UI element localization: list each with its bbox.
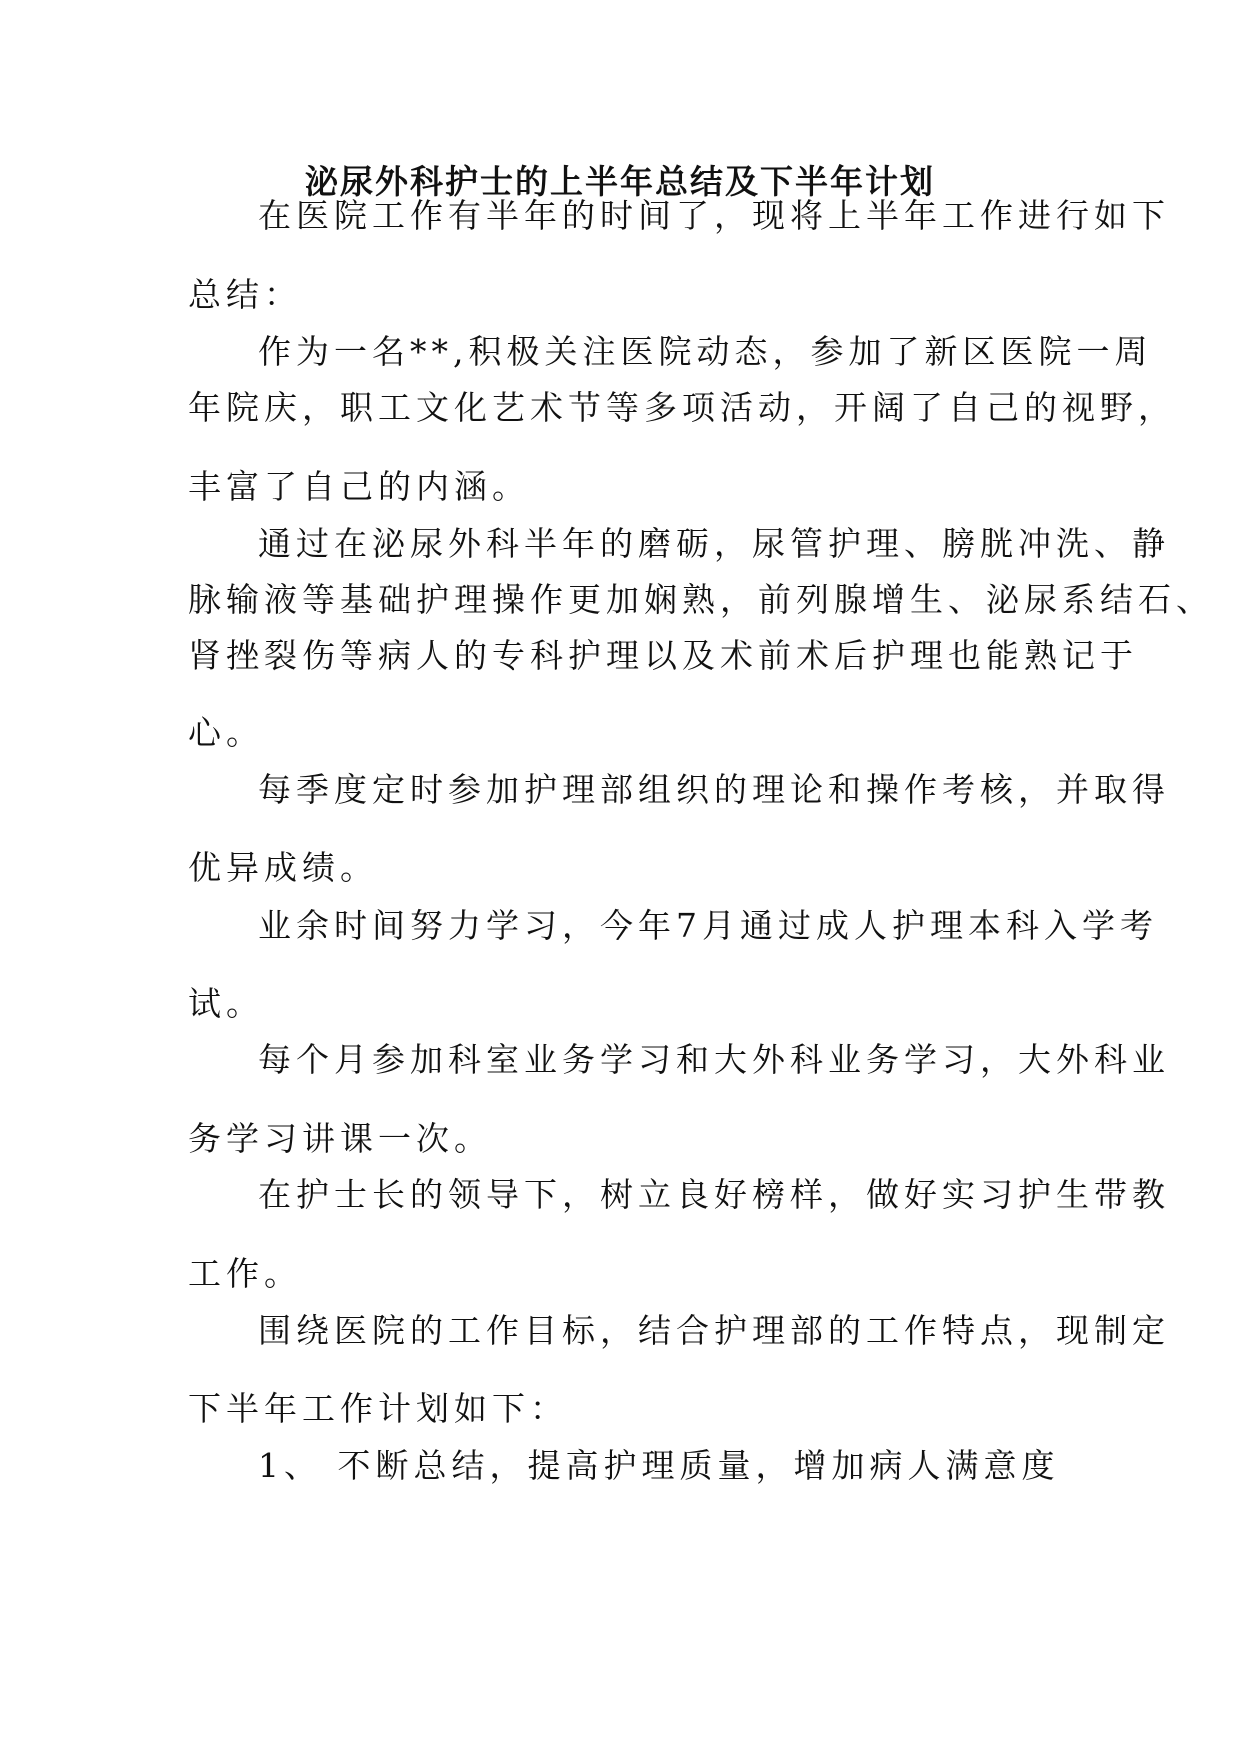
text-line: 每季度定时参加护理部组织的理论和操作考核，并取得 [258,770,1170,809]
text-line: 总结： [188,275,302,314]
text-line: 肾挫裂伤等病人的专科护理以及术前术后护理也能熟记于 [188,636,1138,675]
text-line: 业余时间努力学习，今年7月通过成人护理本科入学考 [258,906,1158,945]
text-line: 围绕医院的工作目标，结合护理部的工作特点，现制定 [258,1311,1170,1350]
text-line: 工作。 [188,1254,302,1293]
text-line: 年院庆，职工文化艺术节等多项活动，开阔了自己的视野， [188,388,1176,427]
text-line: 脉输液等基础护理操作更加娴熟，前列腺增生、泌尿系结石、 [188,580,1214,619]
text-line: 在护士长的领导下，树立良好榜样，做好实习护生带教 [258,1175,1170,1214]
text-line: 在医院工作有半年的时间了，现将上半年工作进行如下 [258,196,1170,235]
text-line: 心。 [188,713,264,752]
text-line: 1、 不断总结，提高护理质量，增加病人满意度 [258,1446,1060,1485]
text-line: 每个月参加科室业务学习和大外科业务学习，大外科业 [258,1040,1170,1079]
text-line: 下半年工作计划如下： [188,1389,568,1428]
text-line: 务学习讲课一次。 [188,1119,492,1158]
text-line: 试。 [188,984,264,1023]
text-line: 作为一名**,积极关注医院动态，参加了新区医院一周 [258,332,1153,371]
text-line: 丰富了自己的内涵。 [188,467,530,506]
text-line: 优异成绩。 [188,848,378,887]
text-line: 通过在泌尿外科半年的磨砺，尿管护理、膀胱冲洗、静 [258,524,1170,563]
document-title: 泌尿外科护士的上半年总结及下半年计划 [305,162,935,201]
